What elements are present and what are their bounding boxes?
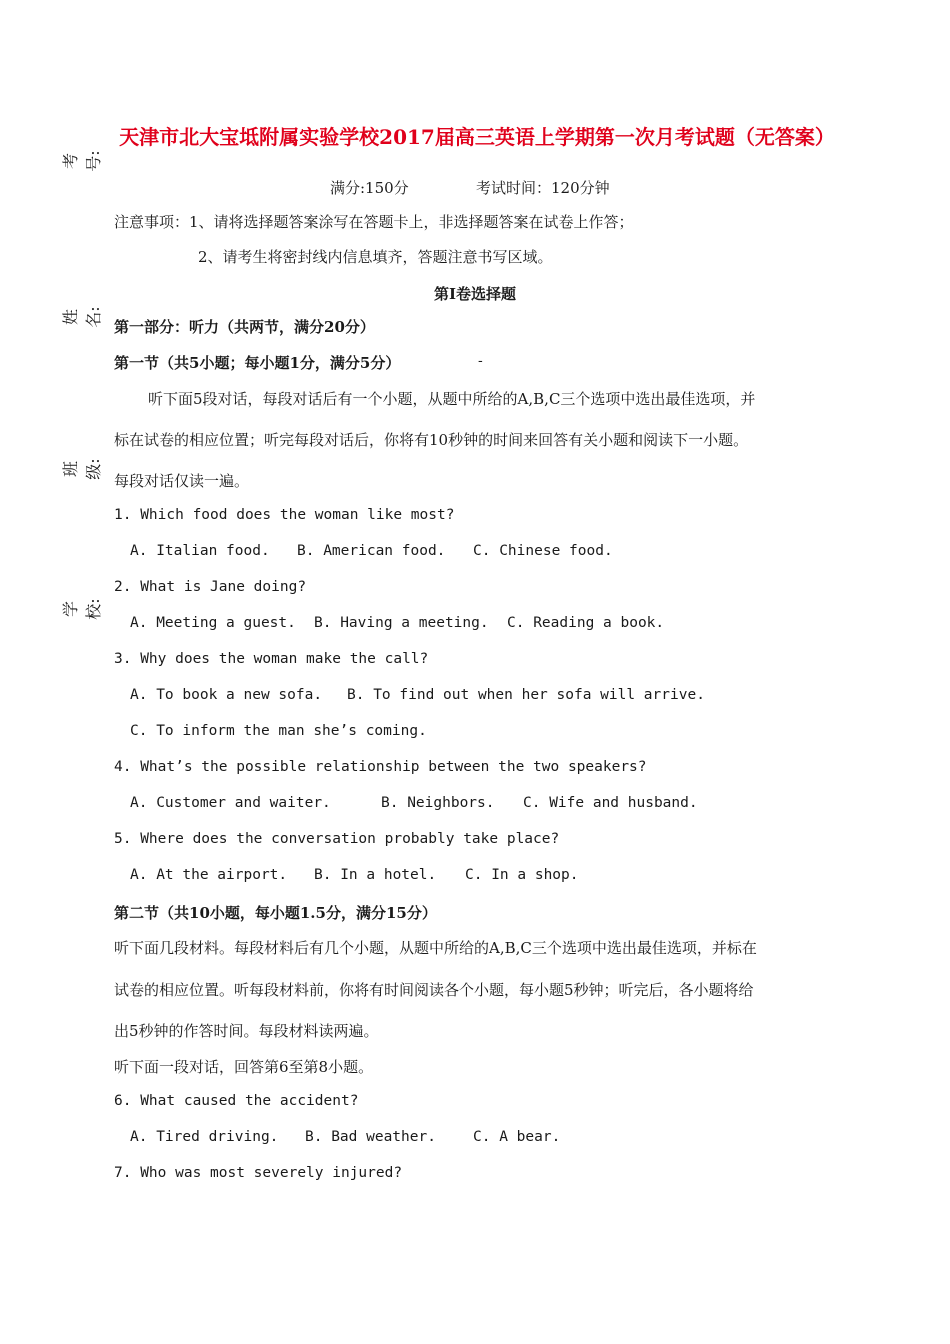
section2-instructions-2: 试卷的相应位置。听每段材料前，你将有时间阅读各个小题，每小题5秒钟；听完后，各小题将给	[114, 981, 754, 999]
section1-instructions-2: 标在试卷的相应位置；听完每段对话后，你将有10秒钟的时间来回答有关小题和阅读下一小题。	[114, 431, 749, 449]
q3-option-c: C. To inform the man she’s coming.	[130, 723, 427, 739]
question-1: 1. Which food does the woman like most?	[114, 507, 455, 523]
section2-instructions-3: 出5秒钟的作答时间。每段材料读两遍。	[114, 1022, 379, 1040]
q4-option-b: B. Neighbors.	[381, 795, 495, 811]
q5-option-c: C. In a shop.	[465, 867, 579, 883]
question-3: 3. Why does the woman make the call?	[114, 651, 429, 667]
section2-title: 第二节（共10小题，每小题1.5分，满分15分）	[114, 904, 437, 922]
margin-label-exam-number: 考号:	[61, 150, 103, 172]
q6-option-b: B. Bad weather.	[305, 1129, 436, 1145]
q2-option-b: B. Having a meeting.	[314, 615, 489, 631]
question-7: 7. Who was most severely injured?	[114, 1165, 403, 1181]
part1-title: 第一部分：听力（共两节，满分20分）	[114, 318, 375, 336]
q6-option-a: A. Tired driving.	[130, 1129, 279, 1145]
q1-option-b: B. American food.	[297, 543, 446, 559]
q4-option-c: C. Wife and husband.	[523, 795, 698, 811]
notes-line-1: 注意事项：1、请将选择题答案涂写在答题卡上，非选择题答案在试卷上作答；	[114, 213, 634, 231]
question-4: 4. What’s the possible relationship between the two speakers?	[114, 759, 647, 775]
q6-option-c: C. A bear.	[473, 1129, 561, 1145]
margin-label-class: 班级:	[61, 458, 103, 480]
question-6: 6. What caused the accident?	[114, 1093, 359, 1109]
q2-option-a: A. Meeting a guest.	[130, 615, 296, 631]
q5-option-b: B. In a hotel.	[314, 867, 437, 883]
q1-option-c: C. Chinese food.	[473, 543, 613, 559]
section1-instructions-3: 每段对话仅读一遍。	[114, 472, 250, 490]
question-2: 2. What is Jane doing?	[114, 579, 307, 595]
margin-label-school: 学校:	[61, 598, 103, 620]
volume-title: 第Ⅰ卷选择题	[433, 285, 517, 303]
q3-option-b: B. To find out when her sofa will arrive.	[347, 687, 705, 703]
score-info: 满分:150分	[330, 179, 409, 197]
section1-instructions-1: 听下面5段对话，每段对话后有一个小题，从题中所给的A,B,C三个选项中选出最佳选项，并	[148, 390, 756, 408]
q3-option-a: A. To book a new sofa.	[130, 687, 323, 703]
section1-title: 第一节（共5小题；每小题1分，满分5分）	[114, 354, 401, 372]
notes-line-2: 2、请考生将密封线内信息填齐，答题注意书写区域。	[198, 248, 553, 266]
section2-instructions-1: 听下面几段材料。每段材料后有几个小题，从题中所给的A,B,C三个选项中选出最佳选项，并标在	[114, 939, 757, 957]
question-5: 5. Where does the conversation probably take place?	[114, 831, 560, 847]
time-info: 考试时间：120分钟	[476, 179, 610, 197]
margin-label-name: 姓名:	[61, 306, 103, 328]
page-title: 天津市北大宝坻附属实验学校2017届高三英语上学期第一次月考试题（无答案）	[119, 125, 835, 149]
section2-instructions-4: 听下面一段对话，回答第6至第8小题。	[114, 1058, 374, 1076]
stray-dash: -	[478, 353, 483, 369]
q1-option-a: A. Italian food.	[130, 543, 270, 559]
q5-option-a: A. At the airport.	[130, 867, 288, 883]
q2-option-c: C. Reading a book.	[507, 615, 665, 631]
q4-option-a: A. Customer and waiter.	[130, 795, 331, 811]
